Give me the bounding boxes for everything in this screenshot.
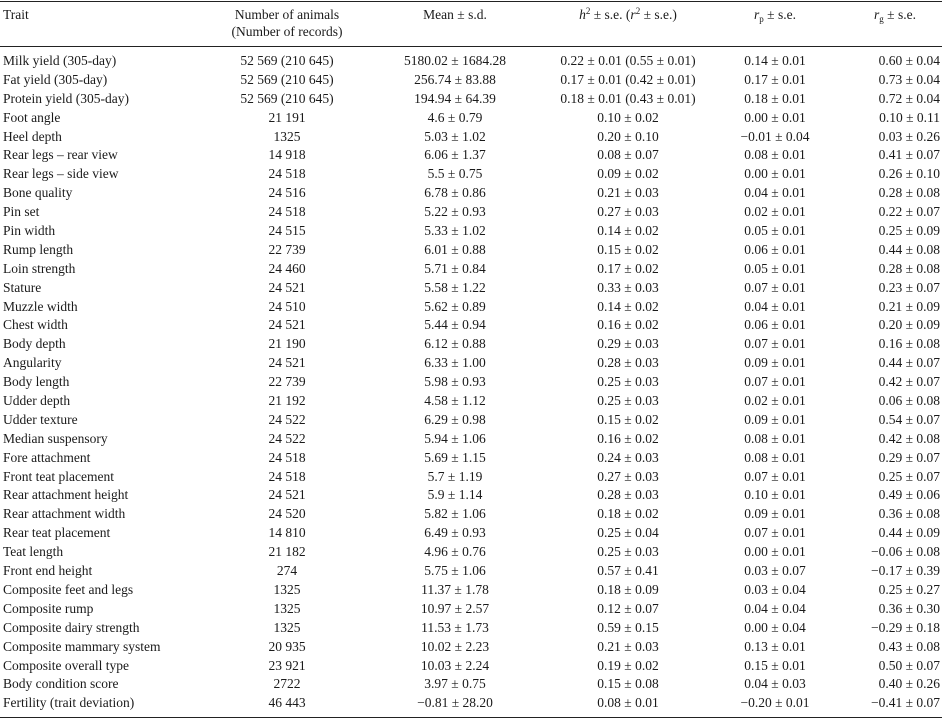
cell-heritability: 0.25 ± 0.03 [597,393,659,409]
cell-mean-sd: 5.03 ± 1.02 [424,128,486,144]
cell-number-of-animals: 46 443 [268,695,306,711]
table-row [0,298,942,317]
cell-mean-sd: 6.06 ± 1.37 [424,147,486,163]
cell-rp: 0.03 ± 0.04 [744,581,806,597]
table-row [0,373,942,392]
cell-rg: 0.49 ± 0.06 [878,487,940,503]
cell-rg: 0.36 ± 0.08 [878,506,940,522]
cell-mean-sd: 6.33 ± 1.00 [424,355,486,371]
cell-number-of-animals: 14 810 [268,525,306,541]
cell-trait: Body depth [3,336,66,352]
table-row [0,146,942,165]
table-row [0,638,942,657]
cell-trait: Heel depth [3,128,62,144]
cell-mean-sd: 5.7 ± 1.19 [427,468,483,484]
cell-trait: Rear attachment width [3,506,126,522]
header-n-line2: (Number of records) [231,24,343,39]
cell-rg: 0.28 ± 0.08 [878,260,940,276]
cell-rp: 0.06 ± 0.01 [744,241,806,257]
cell-trait: Foot angle [3,109,61,125]
cell-heritability: 0.12 ± 0.07 [597,600,659,616]
cell-rp: 0.10 ± 0.01 [744,487,806,503]
cell-number-of-animals: 21 191 [268,109,306,125]
cell-mean-sd: 5180.02 ± 1684.28 [404,53,506,68]
cell-trait: Stature [3,279,42,295]
cell-trait: Rear legs – rear view [3,147,118,163]
cell-trait: Composite mammary system [3,638,161,654]
cell-mean-sd: 5.75 ± 1.06 [424,563,486,579]
table-row [0,335,942,354]
cell-heritability: 0.27 ± 0.03 [597,204,659,220]
cell-mean-sd: 10.03 ± 2.24 [420,657,490,673]
header-n-line1: Number of animals [234,7,340,22]
cell-rp: 0.03 ± 0.07 [744,563,806,579]
cell-number-of-animals: 1325 [273,600,301,616]
header-rp-text: ± s.e. [763,7,796,22]
cell-rg: 0.29 ± 0.07 [878,449,940,465]
cell-trait: Composite overall type [3,657,129,673]
cell-rg: 0.25 ± 0.09 [878,223,940,239]
cell-rp: 0.00 ± 0.04 [744,619,806,635]
cell-heritability: 0.59 ± 0.15 [597,619,659,635]
cell-trait: Composite feet and legs [3,581,134,597]
cell-number-of-animals: 24 521 [268,487,306,503]
cell-heritability: 0.19 ± 0.02 [597,657,659,673]
cell-rp: 0.08 ± 0.01 [744,449,806,465]
cell-rp: 0.09 ± 0.01 [744,411,806,427]
cell-heritability: 0.15 ± 0.02 [597,241,659,257]
cell-trait: Fat yield (305-day) [3,71,108,87]
cell-mean-sd: 6.12 ± 0.88 [424,336,486,352]
cell-heritability: 0.08 ± 0.07 [597,147,659,163]
cell-heritability: 0.18 ± 0.02 [597,506,659,522]
cell-mean-sd: 194.94 ± 64.39 [414,90,496,106]
cell-heritability: 0.18 ± 0.01 (0.43 ± 0.01) [560,90,696,106]
cell-mean-sd: 6.29 ± 0.98 [424,411,486,427]
cell-rg: 0.10 ± 0.11 [879,109,940,125]
cell-trait: Pin width [3,223,56,239]
cell-trait: Loin strength [3,260,76,276]
table-row [0,524,942,543]
header-rg-symbol: r [874,7,880,22]
cell-rg: −0.41 ± 0.07 [870,695,940,711]
cell-rg: 0.25 ± 0.07 [878,468,940,484]
cell-trait: Rump length [3,241,74,257]
cell-number-of-animals: 24 522 [268,411,306,427]
table-row [0,600,942,619]
cell-mean-sd: 5.22 ± 0.93 [424,204,486,220]
cell-heritability: 0.17 ± 0.01 (0.42 ± 0.01) [560,71,696,87]
cell-trait: Front teat placement [3,468,114,484]
table-row [0,354,942,373]
header-r2-symbol: r [630,7,636,22]
header-rp [735,6,815,23]
cell-heritability: 0.25 ± 0.03 [597,374,659,390]
cell-heritability: 0.17 ± 0.02 [597,260,659,276]
cell-rp: 0.17 ± 0.01 [744,71,806,87]
cell-rg: 0.25 ± 0.27 [878,581,940,597]
cell-rp: 0.04 ± 0.04 [744,600,806,616]
cell-rp: 0.04 ± 0.01 [744,185,806,201]
header-h2-symbol: h [579,7,586,22]
table-row [0,203,942,222]
cell-rg: 0.28 ± 0.08 [878,185,940,201]
cell-number-of-animals: 24 518 [268,204,306,220]
cell-trait: Fore attachment [3,449,91,465]
cell-heritability: 0.29 ± 0.03 [597,336,659,352]
cell-rp: 0.07 ± 0.01 [744,525,806,541]
cell-number-of-animals: 24 518 [268,449,306,465]
cell-heritability: 0.15 ± 0.08 [597,676,659,692]
cell-rp: 0.09 ± 0.01 [744,506,806,522]
cell-rg: 0.22 ± 0.07 [878,204,940,220]
cell-heritability: 0.20 ± 0.10 [597,128,659,144]
cell-heritability: 0.18 ± 0.09 [597,581,659,597]
cell-mean-sd: 10.97 ± 2.57 [420,600,490,616]
cell-trait: Udder texture [3,411,78,427]
cell-trait: Median suspensory [3,430,108,446]
cell-trait: Muzzle width [3,298,78,314]
table-row [0,581,942,600]
cell-heritability: 0.16 ± 0.02 [597,430,659,446]
cell-heritability: 0.25 ± 0.03 [597,544,659,560]
table-row [0,279,942,298]
cell-rp: 0.08 ± 0.01 [744,147,806,163]
cell-rp: 0.15 ± 0.01 [744,657,806,673]
cell-mean-sd: 5.82 ± 1.06 [424,506,486,522]
cell-trait: Bone quality [3,185,73,201]
cell-rg: 0.03 ± 0.26 [878,128,940,144]
cell-rg: −0.17 ± 0.39 [870,563,940,579]
table-row [0,260,942,279]
cell-rp: 0.04 ± 0.01 [744,298,806,314]
table-row [0,222,942,241]
cell-mean-sd: 5.44 ± 0.94 [424,317,486,333]
table-row [0,486,942,505]
header-h2-text: ± s.e. ( [590,7,631,22]
cell-rg: 0.23 ± 0.07 [878,279,940,295]
header-r2-sup: 2 [635,6,641,16]
cell-rp: 0.14 ± 0.01 [744,53,806,68]
cell-mean-sd: −0.81 ± 28.20 [417,695,493,711]
header-rule [0,46,942,47]
cell-heritability: 0.21 ± 0.03 [597,638,659,654]
cell-mean-sd: 5.5 ± 0.75 [427,166,483,182]
cell-mean-sd: 5.94 ± 1.06 [424,430,486,446]
cell-trait: Teat length [3,544,64,560]
cell-mean-sd: 5.98 ± 0.93 [424,374,486,390]
cell-mean-sd: 6.49 ± 0.93 [424,525,486,541]
cell-number-of-animals: 24 521 [268,317,306,333]
cell-number-of-animals: 24 521 [268,279,306,295]
cell-number-of-animals: 14 918 [268,147,306,163]
table-row [0,619,942,638]
table-body [0,52,942,713]
cell-rp: −0.20 ± 0.01 [740,695,810,711]
header-rg-sub: g [879,14,884,24]
cell-heritability: 0.24 ± 0.03 [597,449,659,465]
header-rg [850,6,940,23]
cell-number-of-animals: 22 739 [268,241,306,257]
cell-rp: 0.00 ± 0.01 [744,544,806,560]
cell-heritability: 0.10 ± 0.02 [597,109,659,125]
cell-rg: 0.73 ± 0.04 [878,71,940,87]
cell-heritability: 0.21 ± 0.03 [597,185,659,201]
table-row [0,109,942,128]
cell-trait: Body condition score [3,676,119,692]
table-row [0,411,942,430]
cell-rp: 0.02 ± 0.01 [744,393,806,409]
cell-number-of-animals: 21 182 [268,544,306,560]
header-rp-sub: p [759,14,764,24]
table-row [0,71,942,90]
cell-trait: Pin set [3,204,40,220]
cell-number-of-animals: 23 921 [268,657,306,673]
cell-number-of-animals: 24 521 [268,355,306,371]
table-row [0,505,942,524]
cell-rg: 0.21 ± 0.09 [878,298,940,314]
cell-trait: Udder depth [3,393,71,409]
table-row [0,543,942,562]
cell-rp: 0.00 ± 0.01 [744,166,806,182]
cell-heritability: 0.15 ± 0.02 [597,411,659,427]
table-row [0,392,942,411]
cell-rp: −0.01 ± 0.04 [740,128,810,144]
table-row [0,694,942,713]
cell-rp: 0.05 ± 0.01 [744,223,806,239]
table-row [0,468,942,487]
cell-rp: 0.00 ± 0.01 [744,109,806,125]
header-r2-text: ± s.e.) [640,7,677,22]
table-row [0,165,942,184]
cell-heritability: 0.08 ± 0.01 [597,695,659,711]
cell-rg: 0.41 ± 0.07 [878,147,940,163]
cell-heritability: 0.14 ± 0.02 [597,223,659,239]
cell-mean-sd: 5.9 ± 1.14 [427,487,483,503]
header-rg-text: ± s.e. [883,7,916,22]
cell-rp: 0.08 ± 0.01 [744,430,806,446]
table-row [0,316,942,335]
cell-mean-sd: 4.96 ± 0.76 [424,544,486,560]
cell-rg: 0.36 ± 0.30 [878,600,940,616]
cell-number-of-animals: 52 569 (210 645) [240,90,334,106]
cell-rp: 0.07 ± 0.01 [744,279,806,295]
table-row [0,657,942,676]
cell-trait: Rear teat placement [3,525,111,541]
cell-mean-sd: 5.62 ± 0.89 [424,298,486,314]
table-bottom-rule [0,717,942,718]
cell-rg: 0.54 ± 0.07 [878,411,940,427]
cell-heritability: 0.33 ± 0.03 [597,279,659,295]
table-row [0,52,942,71]
cell-rp: 0.09 ± 0.01 [744,355,806,371]
header-trait: Trait [3,7,29,22]
cell-rp: 0.07 ± 0.01 [744,336,806,352]
table-row [0,430,942,449]
cell-heritability: 0.25 ± 0.04 [597,525,659,541]
cell-mean-sd: 256.74 ± 83.88 [414,71,496,87]
cell-mean-sd: 3.97 ± 0.75 [424,676,486,692]
cell-rp: 0.18 ± 0.01 [744,90,806,106]
cell-trait: Protein yield (305-day) [3,90,129,106]
cell-number-of-animals: 20 935 [268,638,306,654]
cell-rg: 0.44 ± 0.09 [878,525,940,541]
cell-number-of-animals: 24 510 [268,298,306,314]
cell-rp: 0.05 ± 0.01 [744,260,806,276]
cell-mean-sd: 4.58 ± 1.12 [424,393,486,409]
cell-rg: −0.06 ± 0.08 [870,544,940,560]
cell-mean-sd: 11.37 ± 1.78 [421,581,489,597]
cell-trait: Rear attachment height [3,487,129,503]
cell-rp: 0.06 ± 0.01 [744,317,806,333]
cell-rg: −0.29 ± 0.18 [870,619,940,635]
cell-number-of-animals: 1325 [273,619,301,635]
cell-number-of-animals: 24 520 [268,506,306,522]
cell-number-of-animals: 24 516 [268,185,306,201]
cell-trait: Chest width [3,317,68,333]
cell-rp: 0.07 ± 0.01 [744,374,806,390]
header-h2-sup: 2 [585,6,591,16]
cell-number-of-animals: 274 [276,563,298,579]
cell-mean-sd: 5.58 ± 1.22 [424,279,486,295]
cell-heritability: 0.27 ± 0.03 [597,468,659,484]
cell-heritability: 0.28 ± 0.03 [597,487,659,503]
cell-number-of-animals: 24 460 [268,260,306,276]
cell-mean-sd: 5.33 ± 1.02 [424,223,486,239]
table-row [0,90,942,109]
header-number-of-animals [222,6,352,40]
cell-trait: Angularity [3,355,62,371]
cell-rp: 0.04 ± 0.03 [744,676,806,692]
cell-number-of-animals: 1325 [273,128,301,144]
cell-number-of-animals: 52 569 (210 645) [240,71,334,87]
table-row [0,128,942,147]
cell-rg: 0.60 ± 0.04 [878,53,940,68]
cell-trait: Rear legs – side view [3,166,119,182]
header-heritability [558,6,698,23]
header-mean: Mean ± s.d. [423,7,487,22]
table-row [0,241,942,260]
cell-mean-sd: 5.71 ± 0.84 [424,260,486,276]
cell-number-of-animals: 1325 [273,581,301,597]
cell-rp: 0.02 ± 0.01 [744,204,806,220]
cell-mean-sd: 6.01 ± 0.88 [424,241,486,257]
cell-rg: 0.43 ± 0.08 [878,638,940,654]
cell-rg: 0.40 ± 0.26 [878,676,940,692]
cell-rp: 0.07 ± 0.01 [744,468,806,484]
table-row [0,184,942,203]
cell-rg: 0.26 ± 0.10 [878,166,940,182]
cell-heritability: 0.28 ± 0.03 [597,355,659,371]
table-top-rule [0,1,942,2]
cell-heritability: 0.14 ± 0.02 [597,298,659,314]
cell-rg: 0.44 ± 0.08 [878,241,940,257]
cell-rg: 0.72 ± 0.04 [878,90,940,106]
cell-number-of-animals: 22 739 [268,374,306,390]
cell-number-of-animals: 52 569 (210 645) [240,53,334,68]
cell-trait: Composite dairy strength [3,619,140,635]
cell-rg: 0.50 ± 0.07 [878,657,940,673]
header-rp-symbol: r [754,7,760,22]
cell-number-of-animals: 21 192 [268,393,306,409]
cell-heritability: 0.22 ± 0.01 (0.55 ± 0.01) [560,53,696,68]
cell-trait: Milk yield (305-day) [3,53,117,68]
table-row [0,449,942,468]
table-row [0,562,942,581]
cell-mean-sd: 10.02 ± 2.23 [420,638,490,654]
cell-mean-sd: 4.6 ± 0.79 [427,109,483,125]
cell-heritability: 0.09 ± 0.02 [597,166,659,182]
cell-number-of-animals: 2722 [273,676,301,692]
cell-rg: 0.44 ± 0.07 [878,355,940,371]
cell-mean-sd: 11.53 ± 1.73 [421,619,489,635]
cell-rg: 0.42 ± 0.07 [878,374,940,390]
cell-mean-sd: 6.78 ± 0.86 [424,185,486,201]
table-row [0,675,942,694]
cell-rg: 0.42 ± 0.08 [878,430,940,446]
cell-heritability: 0.16 ± 0.02 [597,317,659,333]
cell-trait: Front end height [3,563,93,579]
cell-number-of-animals: 24 518 [268,166,306,182]
cell-rg: 0.16 ± 0.08 [878,336,940,352]
cell-rg: 0.20 ± 0.09 [878,317,940,333]
cell-trait: Body length [3,374,70,390]
cell-mean-sd: 5.69 ± 1.15 [424,449,486,465]
cell-number-of-animals: 21 190 [268,336,306,352]
cell-rg: 0.06 ± 0.08 [878,393,940,409]
cell-trait: Composite rump [3,600,94,616]
cell-rp: 0.13 ± 0.01 [744,638,806,654]
cell-heritability: 0.57 ± 0.41 [597,563,659,579]
cell-number-of-animals: 24 518 [268,468,306,484]
cell-number-of-animals: 24 515 [268,223,306,239]
cell-number-of-animals: 24 522 [268,430,306,446]
cell-trait: Fertility (trait deviation) [3,695,135,711]
